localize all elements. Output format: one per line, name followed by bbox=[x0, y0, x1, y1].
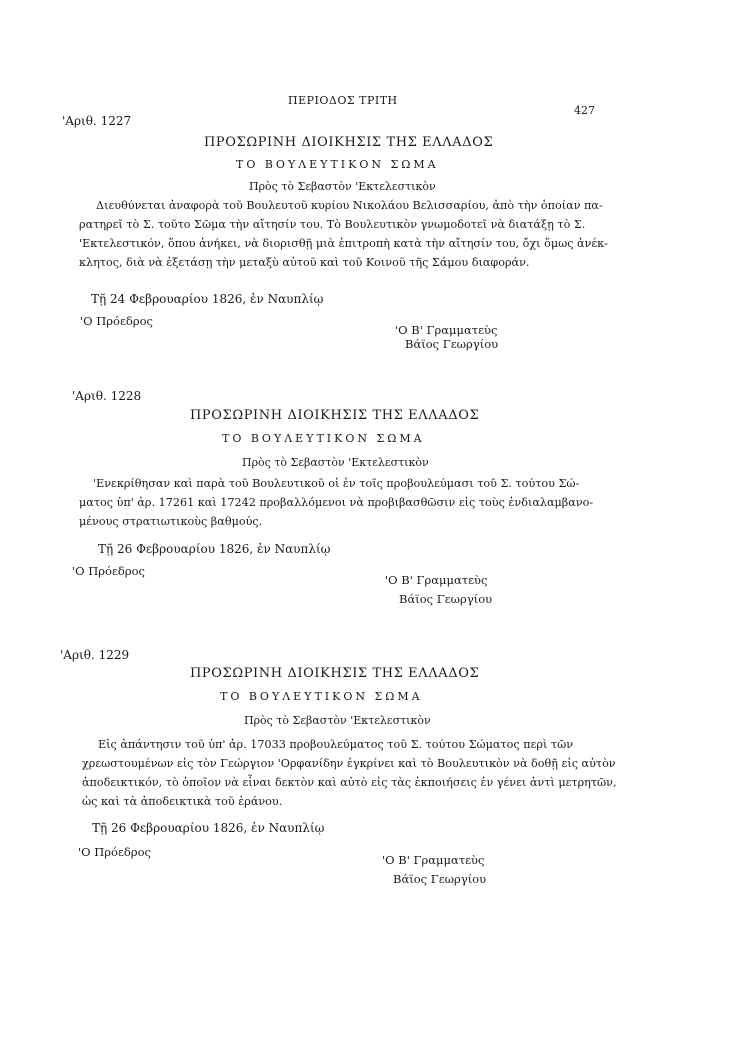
addressee: Πρὸς τὸ Σεβαστὸν 'Εκτελεστικὸν bbox=[244, 714, 431, 727]
body-line: Διευθύνεται ἀναφορὰ τοῦ Βουλευτοῦ κυρίου Νικολάου Βελισσαρίου, ἀπὸ τὴν ὁποίαν πα- bbox=[96, 199, 603, 212]
body-line: κλητος, διὰ νὰ ἐξετάσῃ τὴν μεταξὺ αὐτοῦ καὶ τοῦ Κοινοῦ τῆς Σάμου διαφοράν. bbox=[79, 256, 530, 269]
document-number: 'Αριθ. 1227 bbox=[62, 114, 132, 128]
body-line: ρατηρεῖ τὸ Σ. τοῦτο Σῶμα τὴν αἴτησίν του. Τὸ Βουλευτικὸν γνωμοδοτεῖ νὰ διατάξῃ τὸ Σ. bbox=[79, 218, 586, 231]
secretary-name: Βάϊος Γεωργίου bbox=[393, 872, 487, 886]
document-title: ΠΡΟΣΩΡΙΝΗ ΔΙΟΙΚΗΣΙΣ ΤΗΣ ΕΛΛΑΔΟΣ bbox=[190, 408, 480, 423]
secretary-name: Βάϊος Γεωργίου bbox=[399, 592, 493, 606]
body-line: 'Ενεκρίθησαν καὶ παρὰ τοῦ Βουλευτικοῦ οἱ ἐν τοῖς προβουλεύμασι τοῦ Σ. τούτου Σώ- bbox=[93, 477, 580, 490]
document-title: ΠΡΟΣΩΡΙΝΗ ΔΙΟΙΚΗΣΙΣ ΤΗΣ ΕΛΛΑΔΟΣ bbox=[190, 666, 480, 681]
date-line: Τῇ 24 Φεβρουαρίου 1826, ἐν Ναυπλίῳ bbox=[91, 292, 324, 306]
president-signature: 'Ο Πρόεδρος bbox=[72, 564, 145, 578]
date-line: Τῇ 26 Φεβρουαρίου 1826, ἐν Ναυπλίῳ bbox=[92, 821, 325, 835]
document-title: ΠΡΟΣΩΡΙΝΗ ΔΙΟΙΚΗΣΙΣ ΤΗΣ ΕΛΛΑΔΟΣ bbox=[204, 135, 494, 150]
body-line: μένους στρατιωτικοὺς βαθμούς. bbox=[79, 515, 263, 528]
addressee: Πρὸς τὸ Σεβαστὸν 'Εκτελεστικὸν bbox=[242, 456, 429, 469]
body-line: ἀποδεικτικόν, τὸ ὁποῖον νὰ εἶναι δεκτὸν καὶ αὐτὸ εἰς τὰς ἐκποιήσεις ἐν γένει ἀντὶ μετρητῶν, bbox=[82, 776, 617, 789]
page-number: 427 bbox=[574, 104, 595, 117]
body-line: ματος ὑπ' ἀρ. 17261 καὶ 17242 προβαλλόμενοι νὰ προβιβασθῶσιν εἰς τοὺς ἐνδιαλαμβανο- bbox=[79, 496, 594, 509]
secretary-title: 'Ο Β' Γραμματεὺς bbox=[382, 853, 485, 867]
secretary-title: 'Ο Β' Γραμματεὺς bbox=[395, 323, 498, 337]
president-signature: 'Ο Πρόεδρος bbox=[80, 314, 153, 328]
running-head: ΠΕΡΙΟΔΟΣ ΤΡΙΤΗ bbox=[288, 94, 398, 107]
body-line: χρεωστουμένων εἰς τὸν Γεώργιον 'Ορφανίδην ἐγκρίνει καὶ τὸ Βουλευτικὸν νὰ δοθῇ εἰς αὐτὸν bbox=[82, 757, 616, 770]
body-line: ὡς καὶ τὰ ἀποδεικτικὰ τοῦ ἐράνου. bbox=[82, 795, 283, 808]
body-line: 'Εκτελεστικόν, ὅπου ἀνήκει, νὰ διορισθῇ μιὰ ἐπιτροπὴ κατὰ τὴν αἴτησίν του, ὄχι ὅμως ἀνέκ- bbox=[79, 237, 608, 250]
document-number: 'Αριθ. 1228 bbox=[72, 389, 142, 403]
body-line: Εἰς ἀπάντησιν τοῦ ὑπ' ἀρ. 17033 προβουλεύματος τοῦ Σ. τούτου Σώματος περὶ τῶν bbox=[98, 738, 573, 751]
document-subtitle: ΤΟ ΒΟΥΛΕΥΤΙΚΟΝ ΣΩΜΑ bbox=[236, 158, 439, 171]
addressee: Πρὸς τὸ Σεβαστὸν 'Εκτελεστικὸν bbox=[249, 180, 436, 193]
secretary-name: Βάϊος Γεωργίου bbox=[405, 337, 499, 351]
document-subtitle: ΤΟ ΒΟΥΛΕΥΤΙΚΟΝ ΣΩΜΑ bbox=[220, 690, 423, 703]
document-subtitle: ΤΟ ΒΟΥΛΕΥΤΙΚΟΝ ΣΩΜΑ bbox=[222, 432, 425, 445]
date-line: Τῇ 26 Φεβρουαρίου 1826, ἐν Ναυπλίῳ bbox=[98, 542, 331, 556]
document-number: 'Αριθ. 1229 bbox=[60, 648, 130, 662]
president-signature: 'Ο Πρόεδρος bbox=[78, 845, 151, 859]
secretary-title: 'Ο Β' Γραμματεὺς bbox=[385, 573, 488, 587]
